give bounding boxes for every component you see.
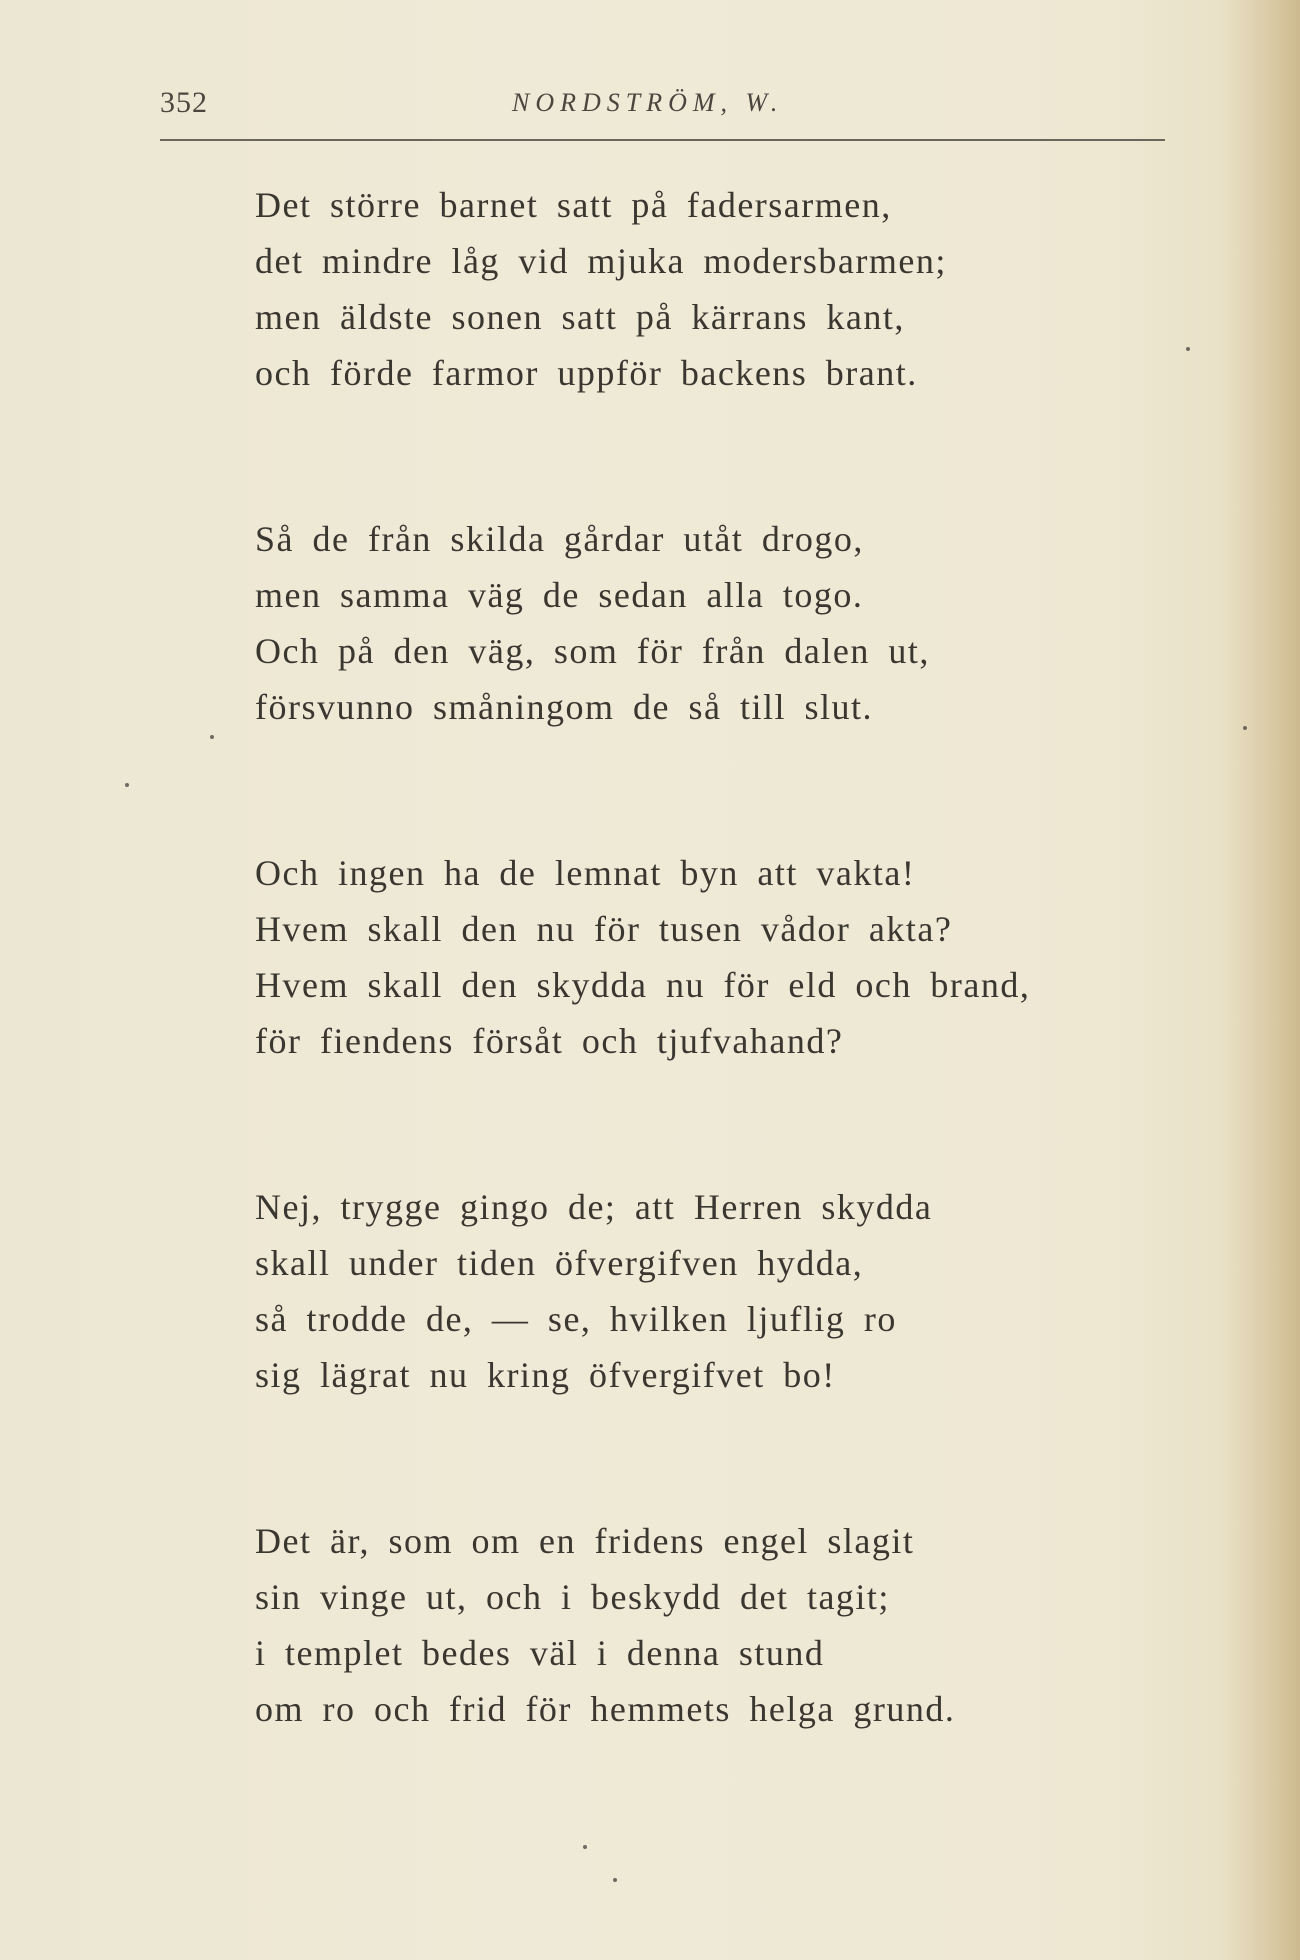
poem-line: så trodde de, — se, hvilken ljuflig ro — [255, 1299, 897, 1339]
poem-line: men samma väg de sedan alla togo. — [255, 575, 864, 615]
page-number: 352 — [160, 86, 208, 119]
print-speck — [583, 1845, 587, 1849]
poem-line: Hvem skall den nu för tusen vådor akta? — [255, 909, 953, 949]
stanza-5 — [255, 1513, 1175, 1737]
poem-line: om ro och frid för hemmets helga grund. — [255, 1689, 956, 1729]
header-rule — [160, 139, 1165, 141]
running-head — [160, 86, 1165, 126]
poem-line: i templet bedes väl i denna stund — [255, 1633, 825, 1673]
stanza-4 — [255, 1179, 1175, 1403]
stanza-2 — [255, 511, 1175, 735]
print-speck — [613, 1878, 617, 1882]
poem — [255, 177, 1175, 1847]
poem-line: Så de från skilda gårdar utåt drogo, — [255, 519, 864, 559]
stanza-1 — [255, 177, 1175, 401]
poem-line: för fiendens försåt och tjufvahand? — [255, 1021, 844, 1061]
stanza-3 — [255, 845, 1175, 1069]
poem-line: sig lägrat nu kring öfvergifvet bo! — [255, 1355, 836, 1395]
running-title: NORDSTRÖM, W. — [512, 88, 784, 117]
poem-line: skall under tiden öfvergifven hydda, — [255, 1243, 864, 1283]
poem-line: Det är, som om en fridens engel slagit — [255, 1521, 915, 1561]
poem-line: Nej, trygge gingo de; att Herren skydda — [255, 1187, 933, 1227]
print-speck — [1186, 347, 1190, 351]
print-speck — [210, 735, 214, 739]
poem-line: Och på den väg, som för från dalen ut, — [255, 631, 930, 671]
poem-line: Och ingen ha de lemnat byn att vakta! — [255, 853, 916, 893]
poem-line: och förde farmor uppför backens brant. — [255, 353, 918, 393]
print-speck — [125, 783, 129, 787]
poem-line: Det större barnet satt på fadersarmen, — [255, 185, 892, 225]
poem-line: sin vinge ut, och i beskydd det tagit; — [255, 1577, 890, 1617]
poem-line: men äldste sonen satt på kärrans kant, — [255, 297, 905, 337]
print-speck — [1243, 726, 1247, 730]
poem-line: det mindre låg vid mjuka modersbarmen; — [255, 241, 947, 281]
poem-line: Hvem skall den skydda nu för eld och brand, — [255, 965, 1031, 1005]
poem-line: försvunno småningom de så till slut. — [255, 687, 873, 727]
